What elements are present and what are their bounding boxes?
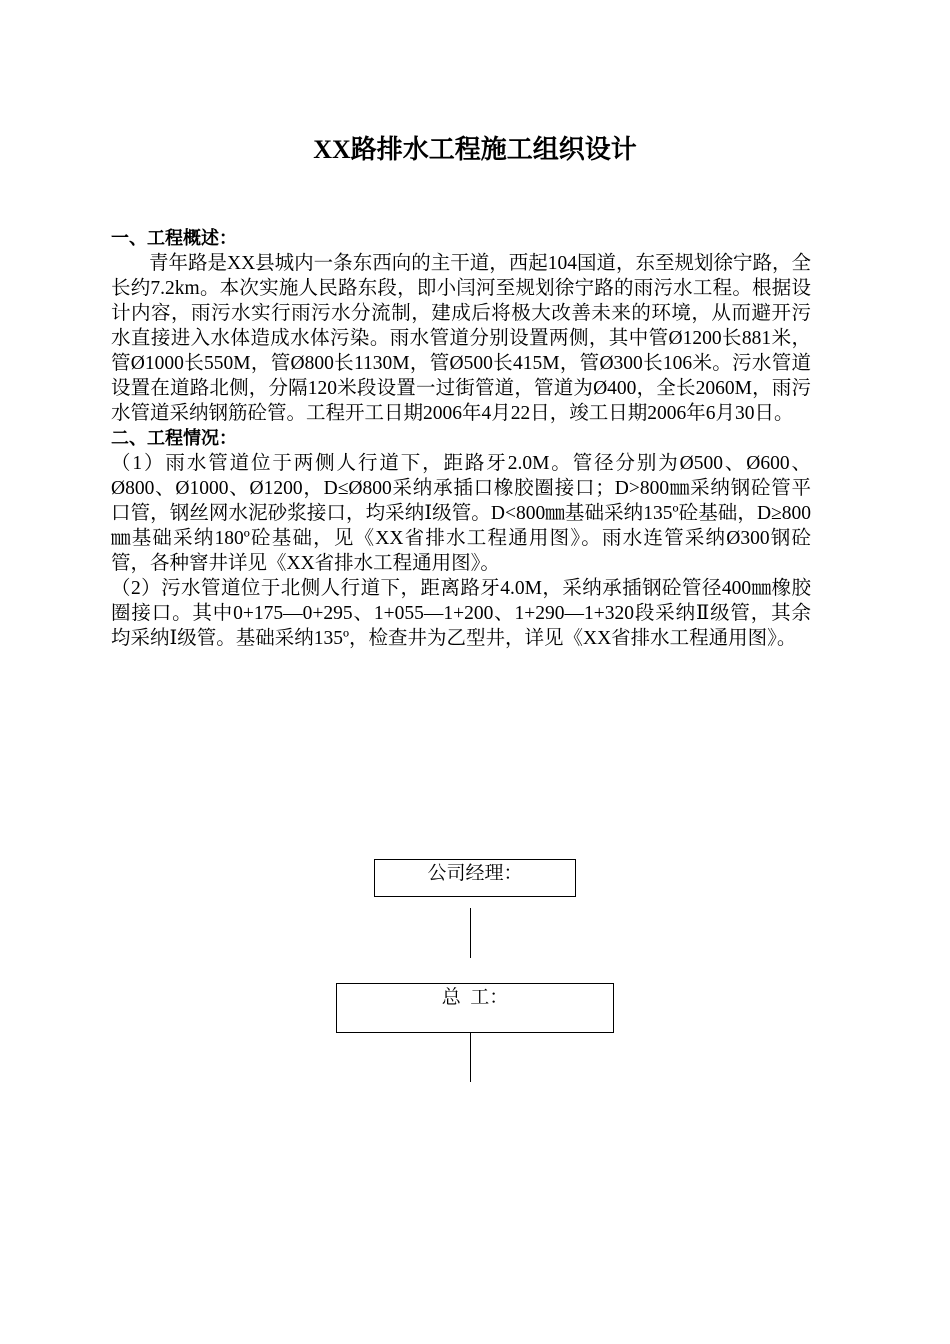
situation-item-1: （1）雨水管道位于两侧人行道下，距路牙2.0M。管径分别为Ø500、Ø600、Ø800、Ø1000、Ø1200，D≤Ø800采纳承插口橡胶圈接口；D>800㎜采纳钢砼管平口管，钢丝网水泥砂浆接口，均采纳Ⅰ级管。D<800㎜基础采纳135º砼基础，D≥800㎜基础采纳180º砼基础，见《XX省排水工程通用图》。雨水连管采纳Ø300钢砼管，各种窨井详见《XX省排水工程通用图》。 (111, 453, 811, 574)
document-body (111, 226, 811, 651)
org-box-chief-engineer: 总 工： (336, 983, 614, 1033)
situation-item-2: （2）污水管道位于北侧人行道下，距离路牙4.0M，采纳承插钢砼管径400㎜橡胶圈接口。其中0+175—0+295、1+055—1+200、1+290—1+320段采纳Ⅱ级管，其余均采纳Ⅰ级管。基础采纳135º，检查井为乙型井，详见《XX省排水工程通用图》。 (111, 578, 811, 649)
org-box-company-manager: 公司经理： (374, 859, 576, 897)
section-heading-situation: 二、工程情况： (111, 428, 237, 449)
overview-paragraph: 青年路是XX县城内一条东西向的主干道，西起104国道，东至规划徐宁路，全长约7.2km。本次实施人民路东段，即小闫河至规划徐宁路的雨污水工程。根据设计内容，雨污水实行雨污水分流制，建成后将极大改善未来的环境，从而避开污水直接进入水体造成水体污染。雨水管道分别设置两侧，其中管Ø1200长881米，管Ø1000长550M，管Ø800长1130M，管Ø500长415M，管Ø300长106米。污水管道设置在道路北侧，分隔120米段设置一过街管道，管道为Ø400，全长2060M，雨污水管道采纳钢筋砼管。工程开工日期2006年4月22日，竣工日期2006年6月30日。 (111, 253, 811, 424)
org-connector-line (470, 908, 471, 958)
document-title: XX路排水工程施工组织设计 (313, 135, 637, 164)
org-connector-line (470, 1033, 471, 1082)
section-heading-overview: 一、工程概述： (111, 228, 237, 249)
